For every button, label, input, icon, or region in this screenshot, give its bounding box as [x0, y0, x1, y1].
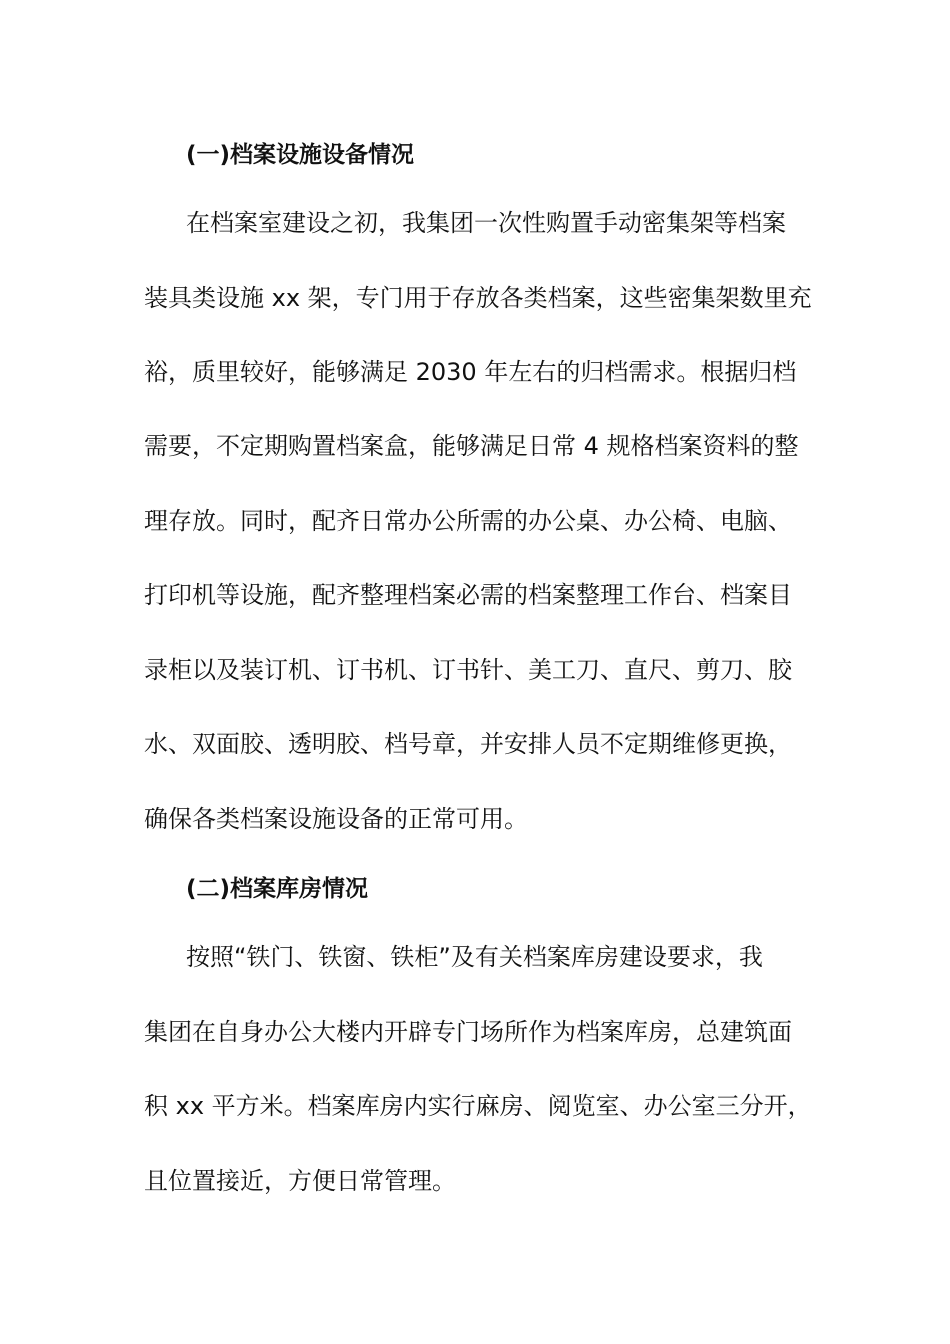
paragraph-line: 需要，不定期购置档案盒，能够满足日常 4 规格档案资料的整: [144, 432, 799, 460]
paragraph-line: 录柜以及装订机、订书机、订书针、美工刀、直尺、剪刀、胶: [144, 656, 792, 684]
paragraph-line: 在档案室建设之初，我集团一次性购置手动密集架等档案: [186, 209, 786, 237]
paragraph-line: 且位置接近，方便日常管理。: [144, 1167, 456, 1195]
paragraph-line: 水、双面胶、透明胶、档号章，并安排人员不定期维修更换，: [144, 730, 792, 758]
paragraph-line: 理存放。同时，配齐日常办公所需的办公桌、办公椅、电脑、: [144, 507, 792, 535]
paragraph-line: 装具类设施 xx 架，专门用于存放各类档案，这些密集架数里充: [144, 284, 812, 312]
paragraph-line: 按照“铁门、铁窗、铁柜”及有关档案库房建设要求，我: [186, 943, 763, 971]
section-heading-storage: (二)档案库房情况: [186, 876, 369, 902]
paragraph-line: 集团在自身办公大楼内开辟专门场所作为档案库房，总建筑面: [144, 1018, 792, 1046]
section-heading-facilities: (一)档案设施设备情况: [186, 142, 415, 168]
paragraph-line: 打印机等设施，配齐整理档案必需的档案整理工作台、档案目: [144, 581, 792, 609]
paragraph-line: 确保各类档案设施设备的正常可用。: [144, 805, 528, 833]
paragraph-line: 积 xx 平方米。档案库房内实行麻房、阅览室、办公室三分开，: [144, 1092, 812, 1120]
paragraph-line: 裕，质里较好，能够满足 2030 年左右的归档需求。根据归档: [144, 358, 797, 386]
